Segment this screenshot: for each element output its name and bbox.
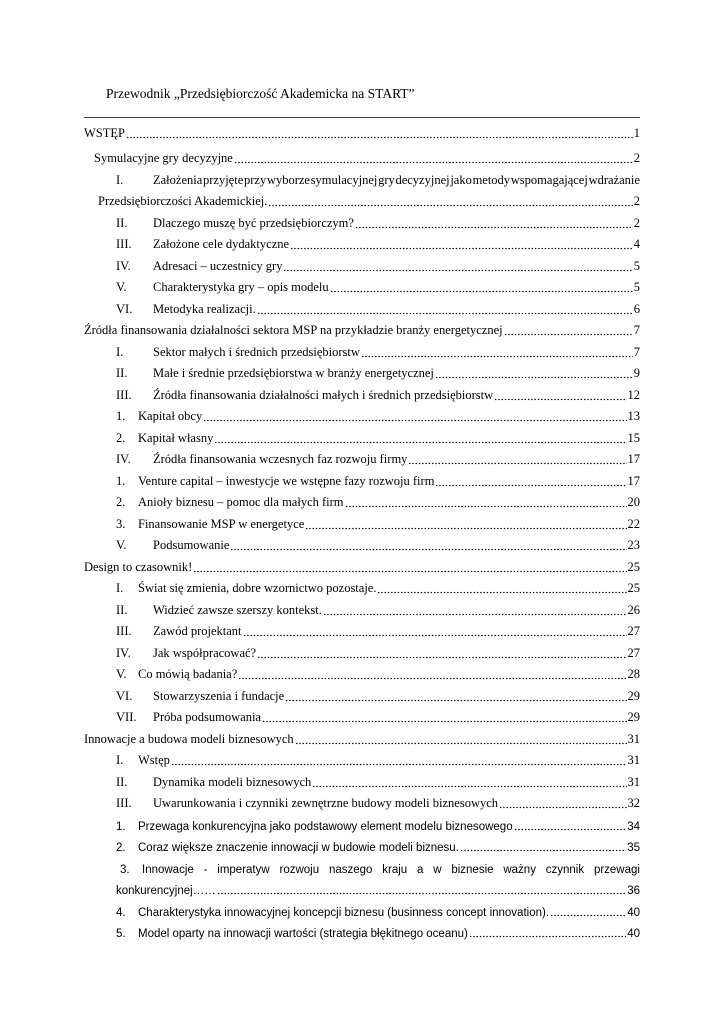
toc-entry-page-number: 32 [627,796,640,810]
toc-entry-number: III. [116,388,132,402]
toc-entry-number: I. [116,173,124,187]
toc-entry[interactable] [116,514,640,532]
toc-dot-leader [193,561,626,573]
toc-entry-title: Co mówią badania? [138,667,238,681]
toc-entry[interactable] [116,772,640,790]
toc-entry-word: ważny [503,864,536,876]
toc-entry[interactable] [116,621,640,639]
running-header: Przewodnik „Przedsiębiorczość Akademicka na START” [106,86,415,101]
toc-entry-number: 1. [116,821,126,833]
toc-entry-number: 2. [116,495,126,509]
toc-entry-title: Założone cele dydaktyczne [153,237,290,251]
toc-entry-number: II. [116,366,128,380]
toc-entry-number: II. [116,216,128,230]
toc-dot-leader [283,260,632,272]
toc-entry-word: w [433,864,442,876]
toc-entry-title: Przewaga konkurencyjna jako podstawowy element modelu biznesowego [138,821,513,833]
toc-entry[interactable] [116,901,640,919]
toc-entry-title: Kapitał obcy [138,409,203,423]
toc-entry-page-number: 20 [627,495,640,509]
toc-entry-number: III. [116,796,132,810]
toc-entry-number: 4. [116,907,126,919]
toc-entry-word: przy [243,173,267,187]
toc-entry[interactable] [116,643,640,661]
toc-dot-leader [494,389,626,401]
toc-entry-title [153,173,640,188]
toc-entry-page-number: 34 [627,821,640,833]
toc-entry-page-number: 31 [627,732,640,746]
toc-entry-number: II. [116,775,128,789]
toc-entry-number: I. [116,581,124,595]
toc-entry[interactable] [120,858,640,876]
toc-entry[interactable] [116,707,640,725]
toc-entry[interactable] [116,793,640,811]
toc-entry-page-number: 7 [633,323,640,337]
toc-entry-word: rozwoju [279,864,320,876]
toc-entry-page-number: 2 [633,216,640,230]
toc-entry-page-number: 5 [633,259,640,273]
toc-entry-title: Dlaczego muszę być przedsiębiorczym? [153,216,354,230]
toc-dot-leader [262,711,627,723]
toc-entry-page-number: 22 [627,517,640,531]
toc-entry-number: 1. [116,409,126,423]
toc-entry-page-number: 17 [627,474,640,488]
toc-entry-number: II. [116,603,128,617]
toc-entry-title: WSTĘP [84,126,125,140]
toc-entry-title: Coraz większe znaczenie innowacji w budowie modeli biznesu. [138,842,459,854]
toc-dot-leader [243,625,627,637]
toc-entry-page-number: 13 [627,409,640,423]
toc-entry-page-number: 35 [627,842,640,854]
toc-entry-page-number: 25 [627,560,640,574]
toc-dot-leader [230,539,626,551]
toc-dot-leader [257,647,626,659]
toc-entry[interactable] [116,535,640,553]
toc-entry-number: III. [116,624,132,638]
toc-entry-page-number: 15 [627,431,640,445]
toc-entry[interactable] [116,836,640,854]
toc-entry[interactable] [116,363,640,381]
toc-dot-leader [345,496,627,508]
toc-dot-leader [234,152,633,164]
toc-entry-title: Podsumowanie [153,538,230,552]
toc-entry-title: Zawód projektant [153,624,242,638]
toc-entry-page-number: 40 [627,907,640,919]
toc-entry-title: Model oparty na innowacji wartości (strategia błękitnego oceanu) [138,928,468,940]
toc-entry-title: Innowacje a budowa modeli biznesowych [84,732,294,746]
toc-dot-leader [408,453,626,465]
toc-entry-title: Źródła finansowania działalności małych i średnich przedsiębiorstw [153,388,494,402]
toc-entry-word: jako [450,173,472,187]
toc-entry[interactable] [116,170,640,188]
toc-entry-word: wdrażanie [588,173,640,187]
toc-entry-title: Symulacyjne gry decyzyjne [94,151,233,165]
toc-entry[interactable] [116,449,640,467]
toc-entry-page-number: 17 [627,452,640,466]
toc-entry-title: Dynamika modeli biznesowych [153,775,312,789]
toc-entry-page-number: 31 [627,775,640,789]
toc-entry-word: Innowacje [142,864,194,876]
toc-entry-number: 1. [116,474,126,488]
toc-entry-number: V. [116,538,127,552]
toc-dot-leader [214,432,626,444]
toc-entry-number: I. [116,345,124,359]
toc-entry-title: konkurencyjnej…… [116,885,216,897]
toc-entry[interactable] [116,385,640,403]
toc-entry-title: Anioły biznesu – pomoc dla małych firm [138,495,344,509]
toc-entry[interactable] [116,922,640,940]
toc-entry-word: metody [472,173,511,187]
toc-entry[interactable] [94,148,640,166]
toc-entry-title: Świat się zmienia, dobre wzornictwo pozostaje. [138,581,377,595]
toc-entry[interactable] [116,428,640,446]
toc-entry-title: Małe i średnie przedsiębiorstwa w branży energetycznej [153,366,434,380]
toc-entry[interactable] [116,299,640,317]
toc-entry-word: gry [378,173,395,187]
toc-dot-leader [305,518,626,530]
toc-entry[interactable] [116,600,640,618]
toc-entry-title: Charakterystyka gry – opis modelu [153,280,329,294]
toc-dot-leader [126,127,633,139]
toc-dot-leader [285,690,626,702]
toc-entry-page-number: 5 [633,280,640,294]
toc-entry[interactable] [98,191,640,209]
toc-entry-title: Sektor małych i średnich przedsiębiorstw [153,345,360,359]
toc-dot-leader [268,195,632,207]
toc-dot-leader [514,819,627,831]
toc-dot-leader [171,754,627,766]
toc-entry-title: Design to czasownik! [84,560,193,574]
toc-entry[interactable] [84,320,640,338]
toc-entry[interactable] [116,406,640,424]
toc-entry-word: - [203,864,208,876]
toc-entry[interactable] [116,815,640,833]
toc-dot-leader [323,604,627,616]
toc-entry[interactable] [116,879,640,897]
toc-entry-title: Charakterystyka innowacyjnej koncepcji biznesu (businness concept innovation). [138,907,550,919]
toc-entry-word: a [416,864,424,876]
toc-entry-number: V. [116,667,127,681]
toc-dot-leader [355,217,633,229]
toc-entry-page-number: 28 [627,667,640,681]
toc-dot-leader [499,797,626,809]
toc-entry[interactable] [84,729,640,747]
toc-entry-number: VI. [116,689,133,703]
toc-entry-title [142,864,640,876]
toc-entry-word: biznesie [451,864,494,876]
toc-entry-title: Stowarzyszenia i fundacje [153,689,285,703]
toc-entry-title: Kapitał własny [138,431,214,445]
header-rule [84,117,640,118]
toc-entry-word: przewagi [593,864,640,876]
toc-entry-number: 3. [116,517,126,531]
toc-entry-word: Założenia [153,173,203,187]
toc-entry[interactable] [116,578,640,596]
toc-dot-leader [295,733,627,745]
toc-dot-leader [290,238,633,250]
toc-entry-page-number: 31 [627,753,640,767]
toc-entry[interactable] [116,213,640,231]
toc-entry-page-number: 36 [627,885,640,897]
toc-dot-leader [361,346,633,358]
toc-entry-word: wyborze [266,173,310,187]
toc-entry-title: Venture capital – inwestycje we wstępne fazy rozwoju firm [138,474,435,488]
toc-entry[interactable] [116,471,640,489]
toc-entry-number: VI. [116,302,133,316]
toc-entry-page-number: 23 [627,538,640,552]
toc-entry-page-number: 29 [627,710,640,724]
toc-entry-page-number: 9 [633,366,640,380]
toc-entry[interactable] [84,123,640,141]
toc-entry-page-number: 26 [627,603,640,617]
toc-dot-leader [238,668,626,680]
toc-entry-number: III. [116,237,132,251]
toc-entry-title: Źródła finansowania wczesnych faz rozwoju firmy [153,452,408,466]
toc-dot-leader [377,582,626,594]
toc-entry-number: IV. [116,452,131,466]
toc-dot-leader [460,840,626,852]
toc-dot-leader [504,324,633,336]
toc-entry-word: wspomagającej [510,173,588,187]
toc-entry[interactable] [116,664,640,682]
toc-entry-page-number: 2 [633,151,640,165]
toc-entry-title: Źródła finansowania działalności sektora MSP na przykładzie branży energetycznej [84,323,503,337]
toc-entry-page-number: 6 [633,302,640,316]
toc-dot-leader [469,926,626,938]
toc-entry-page-number: 2 [633,194,640,208]
toc-dot-leader [217,883,626,895]
toc-entry[interactable] [116,277,640,295]
toc-entry-page-number: 25 [627,581,640,595]
toc-entry-page-number: 7 [633,345,640,359]
toc-entry-number: IV. [116,259,131,273]
toc-dot-leader [257,303,633,315]
toc-entry[interactable] [116,686,640,704]
toc-dot-leader [203,410,626,422]
toc-dot-leader [312,776,626,788]
toc-entry[interactable] [116,256,640,274]
toc-entry-number: IV. [116,646,131,660]
toc-entry-page-number: 4 [633,237,640,251]
toc-entry-number: I. [116,753,124,767]
toc-entry-page-number: 29 [627,689,640,703]
toc-entry[interactable] [116,234,640,252]
toc-entry-page-number: 40 [627,928,640,940]
toc-entry-page-number: 27 [627,646,640,660]
toc-entry-title: Metodyka realizacji. [153,302,256,316]
toc-entry-word: czynnik [545,864,585,876]
toc-entry-number: VII. [116,710,137,724]
toc-entry-page-number: 12 [627,388,640,402]
toc-entry-title: Próba podsumowania [153,710,261,724]
toc-entry-title: Finansowanie MSP w energetyce [138,517,305,531]
toc-dot-leader [435,475,626,487]
toc-entry-number: V. [116,280,127,294]
toc-entry-title: Widzieć zawsze szerszy kontekst. [153,603,322,617]
toc-entry[interactable] [84,557,640,575]
toc-entry[interactable] [116,750,640,768]
toc-entry-page-number: 1 [633,126,640,140]
toc-entry-title: Jak współpracować? [153,646,257,660]
toc-entry-number: 3. [120,864,130,876]
toc-entry[interactable] [116,342,640,360]
toc-entry-number: 5. [116,928,126,940]
toc-entry-title: Uwarunkowania i czynniki zewnętrzne budowy modeli biznesowych [153,796,499,810]
toc-dot-leader [435,367,633,379]
toc-entry-word: przyjęte [203,173,244,187]
toc-entry-word: kraju [382,864,408,876]
toc-entry-title: Przedsiębiorczości Akademickiej. [98,194,268,208]
toc-entry-title: Wstęp [138,753,170,767]
toc-dot-leader [330,281,633,293]
toc-entry-word: decyzyjnej [395,173,450,187]
toc-entry-page-number: 27 [627,624,640,638]
toc-entry-title: Adresaci – uczestnicy gry [153,259,283,273]
toc-entry-word: symulacyjnej [310,173,378,187]
toc-entry-word: imperatyw [217,864,270,876]
toc-entry-word: naszego [328,864,373,876]
toc-dot-leader [550,905,626,917]
toc-entry-number: 2. [116,842,126,854]
toc-entry-number: 2. [116,431,126,445]
toc-entry[interactable] [116,492,640,510]
